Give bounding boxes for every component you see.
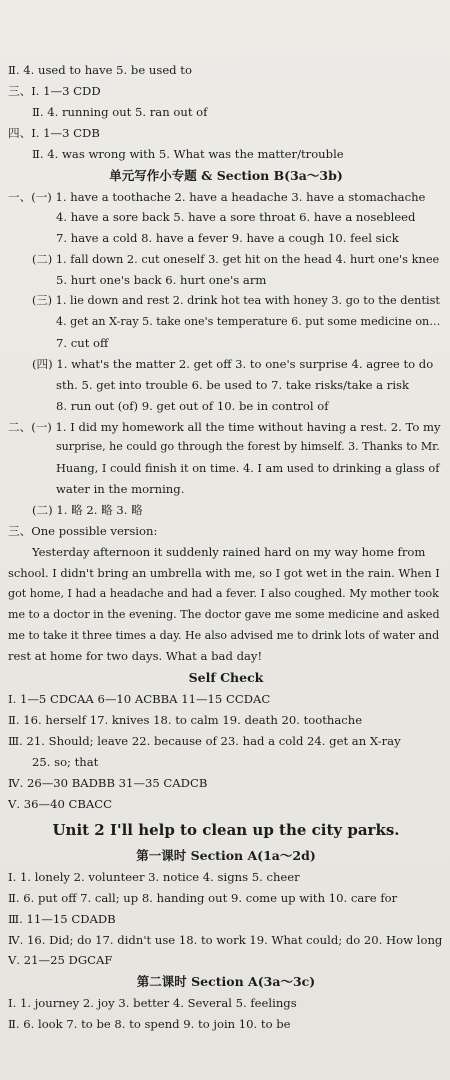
answer-line: 7. cut off [56, 335, 109, 350]
answer-line: Huang, I could finish it on time. 4. I am used to drinking a glass of [56, 461, 440, 476]
answer-line: 8. run out (of) 9. get out of 10. be in control of [56, 398, 329, 413]
section-heading: Self Check [188, 670, 264, 686]
answer-line: Ⅱ. 4. used to have 5. be used to [8, 63, 192, 77]
answer-line: 四、Ⅰ. 1—3 CDB [8, 125, 100, 140]
answer-line: surprise, he could go through the forest by himself. 3. Thanks to Mr. [56, 440, 440, 454]
section-heading: 第二课时 Section A(3a～3c) [136, 974, 316, 990]
answer-line: 二、(一) 1. I did my homework all the time without having a rest. 2. To my [8, 419, 441, 434]
answer-line: Ⅳ. 16. Did; do 17. didn't use 18. to work 19. What could; do 20. How long [8, 932, 443, 947]
section-heading: 单元写作小专题 & Section B(3a～3b) [109, 167, 343, 183]
answer-line: 一、(一) 1. have a toothache 2. have a headache 3. have a stomachache [8, 189, 426, 204]
unit-title: Unit 2 I'll help to clean up the city parks. [52, 820, 400, 839]
answer-line: Ⅱ. 6. look 7. to be 8. to spend 9. to join 10. to be [8, 1017, 291, 1032]
answer-line: (三) 1. lie down and rest 2. drink hot tea with honey 3. go to the dentist [32, 294, 440, 308]
answer-line: 三、Ⅰ. 1—3 CDD [8, 83, 101, 98]
essay-line: got home, I had a headache and had a fever. I also coughed. My mother took [8, 586, 439, 600]
answer-line: (四) 1. what's the matter 2. get off 3. to one's surprise 4. agree to do [32, 356, 434, 371]
answer-line: sth. 5. get into trouble 6. be used to 7. take risks/take a risk [56, 377, 410, 392]
answer-line: Ⅱ. 16. herself 17. knives 18. to calm 19. death 20. toothache [8, 713, 363, 728]
answer-line: 25. so; that [32, 755, 99, 770]
essay-line: me to a doctor in the evening. The doctor gave me some medicine and asked [8, 607, 440, 621]
answer-line: Ⅱ. 6. put off 7. call; up 8. handing out 9. come up with 10. care for [8, 890, 398, 905]
answer-key-content [8, 60, 444, 1035]
essay-line: me to take it three times a day. He also advised me to drink lots of water and [8, 628, 440, 642]
answer-line: Ⅳ. 26—30 BADBB 31—35 CADCB [8, 776, 208, 790]
answer-line: Ⅰ. 1. journey 2. joy 3. better 4. Several 5. feelings [8, 996, 297, 1011]
answer-line: water in the morning. [56, 482, 185, 497]
answer-line: Ⅱ. 4. was wrong with 5. What was the matter/trouble [32, 146, 344, 161]
answer-line: Ⅱ. 4. running out 5. ran out of [32, 104, 208, 119]
answer-line: Ⅰ. 1. lonely 2. volunteer 3. notice 4. signs 5. cheer [8, 869, 300, 884]
answer-line: 4. get an X-ray 5. take one's temperature 6. put some medicine on… [56, 314, 441, 328]
essay-line: rest at home for two days. What a bad day! [8, 649, 263, 664]
answer-line: (二) 1. 略 2. 略 3. 略 [32, 503, 143, 518]
essay-line: Yesterday afternoon it suddenly rained hard on my way home from [32, 544, 426, 559]
answer-line: Ⅲ. 21. Should; leave 22. because of 23. had a cold 24. get an X-ray [8, 734, 401, 749]
answer-line: Ⅰ. 1—5 CDCAA 6—10 ACBBA 11—15 CCDAC [8, 692, 271, 707]
answer-line: (二) 1. fall down 2. cut oneself 3. get hit on the head 4. hurt one's knee [32, 252, 440, 267]
answer-line: 5. hurt one's back 6. hurt one's arm [56, 273, 267, 288]
answer-line: Ⅴ. 21—25 DGCAF [8, 953, 113, 968]
answer-line: 三、One possible version: [8, 524, 158, 539]
answer-line: Ⅲ. 11—15 CDADB [8, 911, 116, 926]
essay-line: school. I didn't bring an umbrella with me, so I got wet in the rain. When I [8, 565, 440, 580]
answer-line: 4. have a sore back 5. have a sore throat 6. have a nosebleed [56, 210, 416, 225]
section-heading: 第一课时 Section A(1a～2d) [136, 847, 316, 863]
answer-line: Ⅴ. 36—40 CBACC [8, 796, 113, 811]
answer-line: 7. have a cold 8. have a fever 9. have a cough 10. feel sick [56, 231, 399, 246]
